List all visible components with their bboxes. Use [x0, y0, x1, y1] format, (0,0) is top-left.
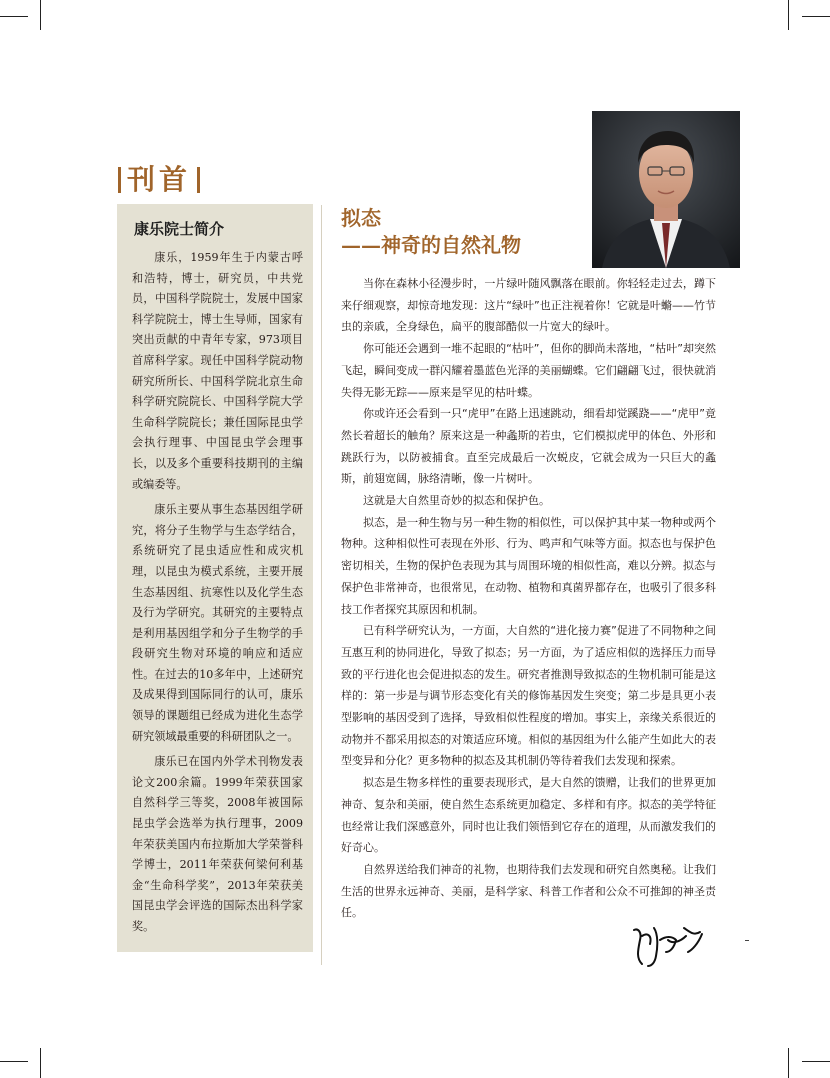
crop-mark	[0, 16, 28, 17]
crop-mark	[788, 1048, 789, 1078]
column-divider	[321, 205, 322, 965]
crop-mark	[802, 16, 830, 17]
article-paragraph: 这就是大自然里奇妙的拟态和保护色。	[363, 494, 550, 508]
article-title-sub: ——神奇的自然礼物	[341, 233, 521, 257]
bio-paragraph: 康乐已在国内外学术刊物发表论文200余篇。1999年荣获国家自然科学三等奖，2008年被国际昆虫学会选举为执行理事，2009年荣获美国内布拉斯加大学荣誉科学博士，2011年荣获何梁何利基金“生命科学奖”，2013年荣获美国昆虫学会评选的国际杰出科学家奖。	[132, 755, 303, 933]
article-title-main: 拟态	[341, 206, 381, 230]
section-header	[118, 163, 200, 196]
header-bar-left	[118, 167, 121, 193]
crop-mark	[40, 0, 41, 30]
article-paragraph: 自然界送给我们神奇的礼物，也期待我们去发现和研究自然奥秘。让我们生活的世界永远神奇、美丽，是科学家、科普工作者和公众不可推卸的神圣责任。	[341, 862, 716, 920]
crop-mark	[802, 1061, 830, 1062]
article-paragraph: 拟态，是一种生物与另一种生物的相似性，可以保护其中某一物种或两个物种。这种相似性可表现在外形、行为、鸣声和气味等方面。拟态也与保护色密切相关，生物的保护色表现为其与周围环境的相似性高，难以分辨。拟态与保护色非常神奇，也很常见，在动物、植物和真菌界都存在，也吸引了很多科技工作者探究其原因和机制。	[341, 515, 716, 616]
crop-mark	[40, 1048, 41, 1078]
article-paragraph: 拟态是生物多样性的重要表现形式，是大自然的馈赠，让我们的世界更加神奇、复杂和美丽，使自然生态系统更加稳定、多样和有序。拟态的美学特征也经常让我们深感意外，同时也让我们领悟到它存在的道理，从而激发我们的好奇心。	[341, 776, 716, 855]
crop-mark	[788, 0, 789, 30]
crop-mark	[0, 1061, 28, 1062]
article-paragraph: 已有科学研究认为，一方面，大自然的“进化接力赛”促进了不同物种之间互惠互利的协同进化，导致了拟态；另一方面，为了适应相似的选择压力而导致的平行进化也会促进拟态的发生。研究者推测导致拟态的生物机制可能是这样的：第一步是与调节形态变化有关的修饰基因发生突变；第二步是具更小表型影响的基因受到了选择，导致相似性程度的增加。事实上，亲缘关系很近的动物并不都采用拟态的对策适应环境。相似的基因组为什么能产生如此大的表型变异和分化？更多物种的拟态及其机制仍等待着我们去发现和探索。	[341, 624, 716, 768]
bio-title: 康乐院士简介	[134, 220, 225, 238]
bio-paragraph: 康乐主要从事生态基因组学研究，将分子生物学与生态学结合，系统研究了昆虫适应性和成灾机理，以昆虫为模式系统，主要开展生态基因组、抗寒性以及化学生态及行为学研究。其研究的主要特点是利用基因组学和分子生物学的手段研究生物对环境的响应和适应性。在过去的10多年中，上述研究及成果得到国际同行的认可，康乐领导的课题组已经成为进化生态学研究领域最重要的科研团队之一。	[132, 503, 303, 743]
page-mark	[745, 940, 749, 941]
article-paragraph: 当你在森林小径漫步时，一片绿叶随风飘落在眼前。你轻轻走过去，蹲下来仔细观察，却惊奇地发现：这片“绿叶”也正注视着你！它就是叶䗛——竹节虫的亲戚，全身绿色，扁平的腹部酷似一片宽大的绿叶。	[341, 277, 716, 334]
author-portrait	[592, 111, 740, 268]
article-paragraph: 你或许还会看到一只“虎甲”在路上迅速跳动，细看却觉蹊跷——“虎甲”竟然长着超长的触角？原来这是一种螽斯的若虫，它们模拟虎甲的体色、外形和跳跃行为，以防被捕食。直至完成最后一次蜕皮，它就会成为一只巨大的螽斯，前翅宽阔，脉络清晰，像一片树叶。	[341, 407, 716, 486]
article-paragraph: 你可能还会遇到一堆不起眼的“枯叶”，但你的脚尚未落地，“枯叶”却突然飞起，瞬间变成一群闪耀着墨蓝色光泽的美丽蝴蝶。它们翩翩飞过，很快就消失得无影无踪——原来是罕见的枯叶蝶。	[341, 342, 716, 399]
section-title: 刊首	[127, 163, 192, 196]
article-body	[341, 273, 716, 924]
bio-paragraph: 康乐，1959年生于内蒙古呼和浩特，博士，研究员，中共党员，中国科学院院士，发展中国家科学院院士，博士生导师，国家有突出贡献的中青年专家，973项目首席科学家。现任中国科学院动物研究所所长、中国科学院北京生命科学研究院院长、中国科学院大学生命科学院院长；兼任国际昆虫学会执行理事、中国昆虫学会理事长，以及多个重要科技期刊的主编或编委等。	[132, 251, 303, 491]
bio-sidebar	[117, 204, 313, 952]
header-bar-right	[197, 167, 200, 193]
handwritten-signature	[628, 922, 706, 970]
article-title	[341, 208, 521, 255]
